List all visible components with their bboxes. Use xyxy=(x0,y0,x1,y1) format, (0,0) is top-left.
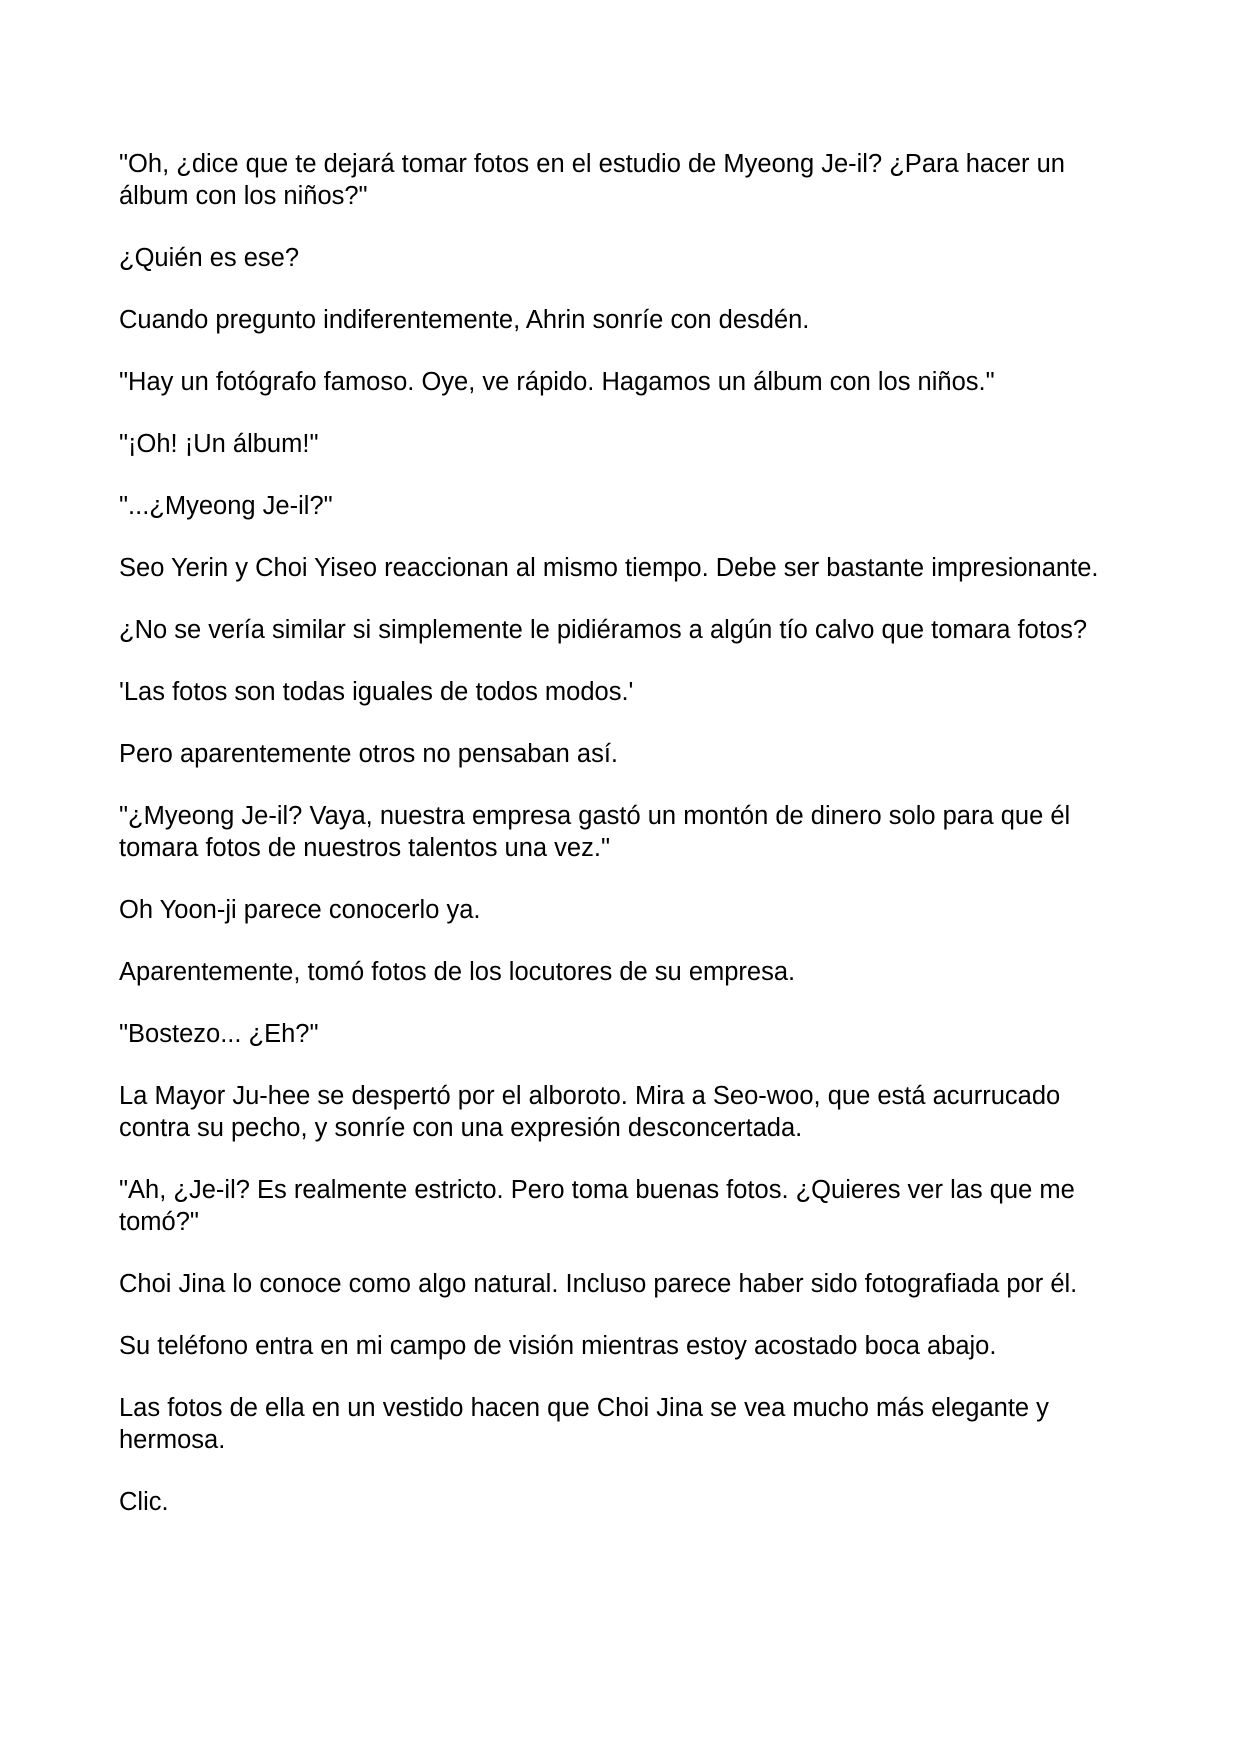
paragraph: "¿Myeong Je-il? Vaya, nuestra empresa gastó un montón de dinero solo para que él tomara fotos de nuestros talentos una vez." xyxy=(119,802,1071,862)
paragraph: Choi Jina lo conoce como algo natural. Incluso parece haber sido fotografiada por él. xyxy=(119,1270,1078,1298)
paragraph: Cuando pregunto indiferentemente, Ahrin sonríe con desdén. xyxy=(119,306,810,334)
paragraph: Clic. xyxy=(119,1488,169,1516)
paragraph: Pero aparentemente otros no pensaban así. xyxy=(119,740,619,768)
paragraph: "Ah, ¿Je-il? Es realmente estricto. Pero toma buenas fotos. ¿Quieres ver las que me tomó?" xyxy=(119,1176,1075,1236)
document-body xyxy=(119,148,1129,1548)
paragraph: Seo Yerin y Choi Yiseo reaccionan al mismo tiempo. Debe ser bastante impresionante. xyxy=(119,554,1099,582)
paragraph: Su teléfono entra en mi campo de visión mientras estoy acostado boca abajo. xyxy=(119,1332,997,1360)
paragraph: "...¿Myeong Je-il?" xyxy=(119,492,333,520)
paragraph: Aparentemente, tomó fotos de los locutores de su empresa. xyxy=(119,958,796,986)
paragraph: "Hay un fotógrafo famoso. Oye, ve rápido. Hagamos un álbum con los niños." xyxy=(119,368,995,396)
paragraph: "Oh, ¿dice que te dejará tomar fotos en el estudio de Myeong Je-il? ¿Para hacer un álbum con los niños?" xyxy=(119,150,1065,210)
paragraph: 'Las fotos son todas iguales de todos modos.' xyxy=(119,678,634,706)
paragraph: La Mayor Ju-hee se despertó por el alboroto. Mira a Seo-woo, que está acurrucado contra su pecho, y sonríe con una expresión desconcertada. xyxy=(119,1082,1061,1142)
paragraph: "¡Oh! ¡Un álbum!" xyxy=(119,430,319,458)
paragraph: ¿No se vería similar si simplemente le pidiéramos a algún tío calvo que tomara fotos? xyxy=(119,616,1088,644)
paragraph: Las fotos de ella en un vestido hacen que Choi Jina se vea mucho más elegante y hermosa. xyxy=(119,1394,1049,1454)
paragraph: "Bostezo... ¿Eh?" xyxy=(119,1020,319,1048)
paragraph: ¿Quién es ese? xyxy=(119,244,300,272)
paragraph: Oh Yoon-ji parece conocerlo ya. xyxy=(119,896,481,924)
